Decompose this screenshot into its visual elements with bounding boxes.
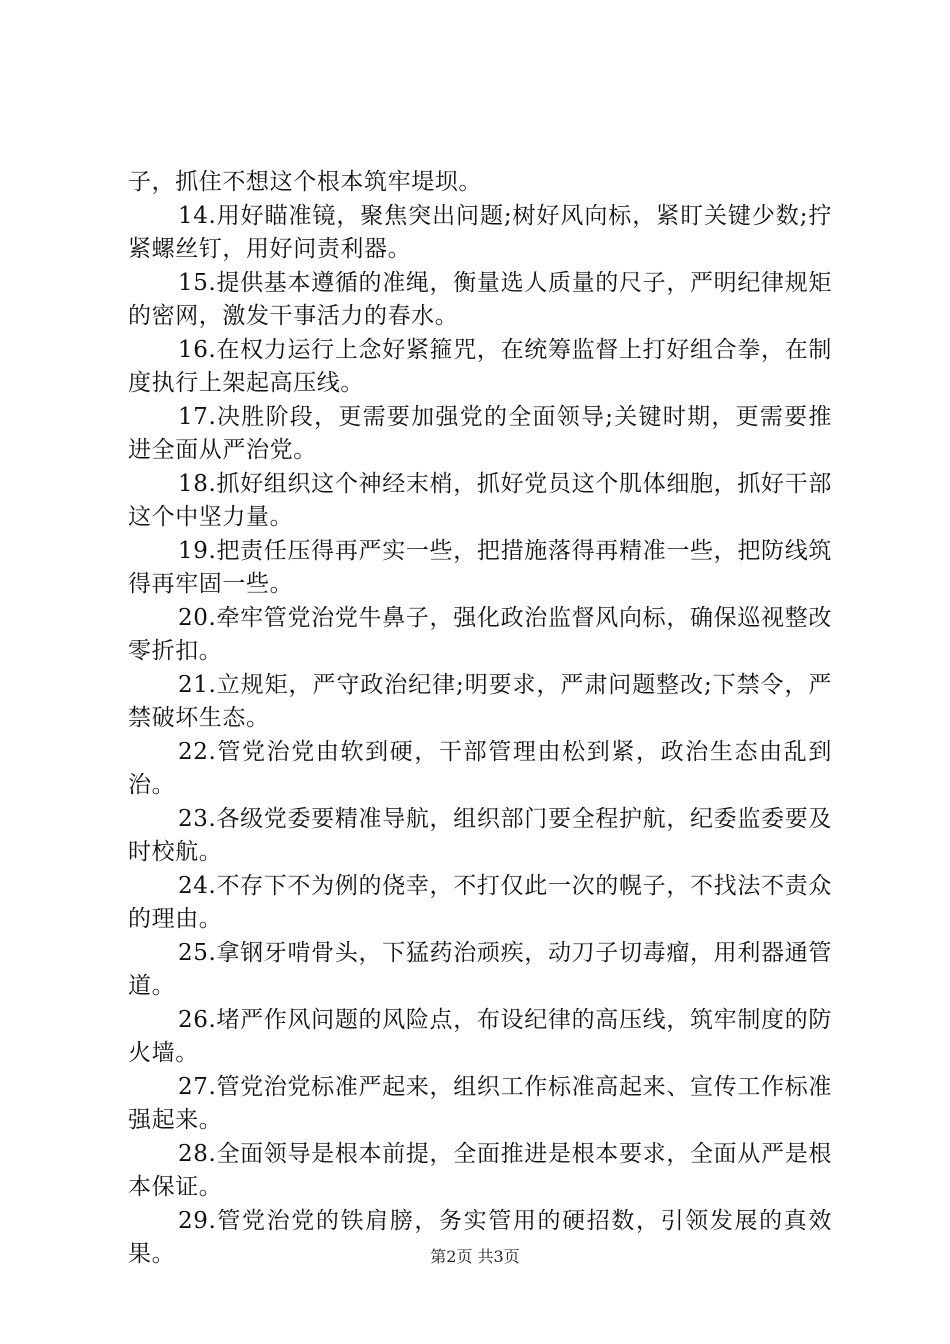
paragraph-16: 16.在权力运行上念好紧箍咒，在统筹监督上打好组合拳，在制度执行上架起高压线。 (128, 336, 832, 396)
paragraph-22: 22.管党治党由软到硬，干部管理由松到紧，政治生态由乱到治。 (128, 738, 832, 798)
paragraph-29: 29.管党治党的铁肩膀，务实管用的硬招数，引领发展的真效果。 (128, 1207, 832, 1267)
paragraph-23: 23.各级党委要精准导航，组织部门要全程护航，纪委监委要及时校航。 (128, 805, 832, 865)
paragraph-14: 14.用好瞄准镜，聚焦突出问题;树好风向标，紧盯关键少数;拧紧螺丝钉，用好问责利器。 (128, 202, 832, 262)
paragraph-19: 19.把责任压得再严实一些，把措施落得再精准一些，把防线筑得再牢固一些。 (128, 537, 832, 597)
paragraph-0: 子，抓住不想这个根本筑牢堤坝。 (128, 169, 482, 195)
paragraph-21: 21.立规矩，严守政治纪律;明要求，严肃问题整改;下禁令，严禁破坏生态。 (128, 671, 832, 731)
document-body (128, 166, 832, 1272)
paragraph-25: 25.拿钢牙啃骨头，下猛药治顽疾，动刀子切毒瘤，用利器通管道。 (128, 939, 832, 999)
paragraph-17: 17.决胜阶段，更需要加强党的全面领导;关键时期，更需要推进全面从严治党。 (128, 403, 832, 463)
paragraph-24: 24.不存下不为例的侥幸，不打仅此一次的幌子，不找法不责众的理由。 (128, 872, 832, 932)
paragraph-27: 27.管党治党标准严起来，组织工作标准高起来、宣传工作标准强起来。 (128, 1073, 832, 1133)
paragraph-15: 15.提供基本遵循的准绳，衡量选人质量的尺子，严明纪律规矩的密网，激发干事活力的春水。 (128, 269, 832, 329)
paragraph-18: 18.抓好组织这个神经末梢，抓好党员这个肌体细胞，抓好干部这个中坚力量。 (128, 470, 832, 530)
paragraph-20: 20.牵牢管党治党牛鼻子，强化政治监督风向标，确保巡视整改零折扣。 (128, 604, 832, 664)
paragraph-26: 26.堵严作风问题的风险点，布设纪律的高压线，筑牢制度的防火墙。 (128, 1006, 832, 1066)
page-number-footer: 第2页 共3页 (430, 1247, 520, 1266)
paragraph-28: 28.全面领导是根本前提，全面推进是根本要求，全面从严是根本保证。 (128, 1140, 832, 1200)
